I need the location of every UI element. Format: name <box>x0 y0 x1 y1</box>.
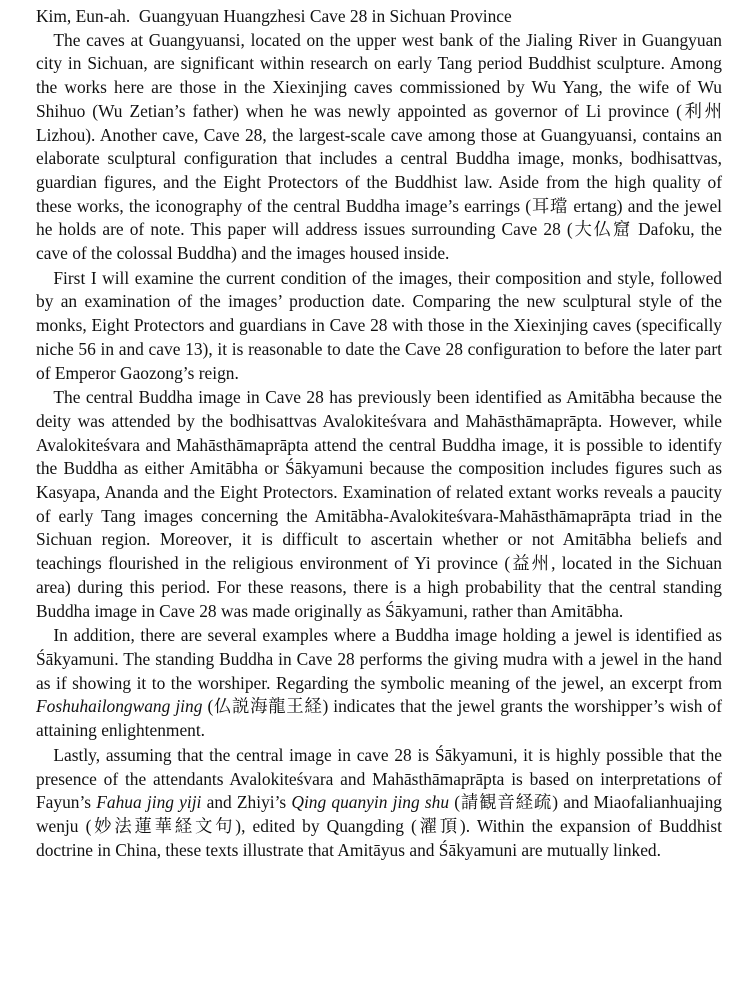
article-header <box>36 5 722 29</box>
paragraph-5 <box>36 744 722 863</box>
paragraph-2: First I will examine the current condition of the images, their composition and style, followed by an examination of the images’ production date. Comparing the new sculptural style of the monks, Eight Protectors and guardians in Cave 28 with those in the Xiexinjing caves (specifically niche 56 in and cave 13), it is reasonable to date the Cave 28 configuration to before the later part of Emperor Gaozong’s reign. <box>36 267 722 383</box>
paragraph-5-text-c: (請観音経疏) and Miaofalianhuajing wenju (妙法蓮華経文句), edited by Quangding (濯頂). Within the expansion of Buddhist doctrine in China, these texts illustrate that Amitāyus and Śākyamuni are mutually linked. <box>36 792 722 860</box>
paragraph-5-title-fahua: Fahua jing yiji <box>96 792 202 813</box>
article-title: Guangyuan Huangzhesi Cave 28 in Sichuan Province <box>138 6 512 26</box>
paragraph-5-text-a: Lastly, assuming that the central image in cave 28 is Śākyamuni, it is highly possible that the presence of the attendants Avalokiteśvara and Mahāsthāmaprāpta is based on interpretations of Fayun’s <box>36 744 722 813</box>
paragraph-4-text-a: In addition, there are several examples where a Buddha image holding a jewel is identified as Śākyamuni. The standing Buddha in Cave 28 performs the giving mudra with a jewel in the hand as if showing it to the worshiper. Regarding the symbolic meaning of the jewel, an excerpt from <box>36 625 722 693</box>
paragraph-4 <box>36 624 722 743</box>
author-name: Kim, Eun-ah. <box>36 6 131 26</box>
paragraph-5-title-qing: Qing quanyin jing shu <box>291 792 450 813</box>
paragraph-4-title-italic: Foshuhailongwang jing <box>36 696 203 717</box>
paragraph-3: The central Buddha image in Cave 28 has previously been identified as Amitābha because the deity was attended by the bodhisattvas Avalokiteśvara and Mahāsthāmaprāpta. However, while Avalokiteśvara and Mahāsthāmaprāpta attend the central Buddha image, it is possible to identify the Buddha as either Amitābha or Śākyamuni because the composition includes figures such as Kasyapa, Ananda and the Eight Protectors. Examination of related extant works reveals a paucity of early Tang images concerning the Amitābha-Avalokiteśvara-Mahāsthāmaprāpta triad in the Sichuan region. Moreover, it is difficult to ascertain whether or not Amitābha beliefs and teachings flourished in the religious environment of Yi province (益州, located in the Sichuan area) during this period. For these reasons, there is a high probability that the central standing Buddha image in Cave 28 was made originally as Śākyamuni, rather than Amitābha. <box>36 387 722 621</box>
paragraph-1: The caves at Guangyuansi, located on the upper west bank of the Jialing River in Guangyuan city in Sichuan, are significant within research on early Tang period Buddhist sculpture. Among the works here are those in the Xiexinjing caves commissioned by Wu Yang, the wife of Wu Shihuo (Wu Zetian’s father) when he was newly appointed as governor of Li province (利州 Lizhou). Another cave, Cave 28, the largest-scale cave among those at Guangyuansi, contains an elaborate sculptural configuration that includes a central Buddha image, monks, bodhisattvas, guardian figures, and the Eight Protectors of the Buddhist law. Aside from the high quality of these works, the iconography of the central Buddha image’s earrings (耳璫 ertang) and the jewel he holds are of note. This paper will address issues surrounding Cave 28 (大仏窟 Dafoku, the cave of the colossal Buddha) and the images housed inside. <box>36 29 722 264</box>
paragraph-4-text-b: (仏説海龍王経) indicates that the jewel grants the worshipper’s wish of attaining enlightenment. <box>36 696 722 741</box>
paragraph-5-text-b: and Zhiyi’s <box>201 792 292 813</box>
